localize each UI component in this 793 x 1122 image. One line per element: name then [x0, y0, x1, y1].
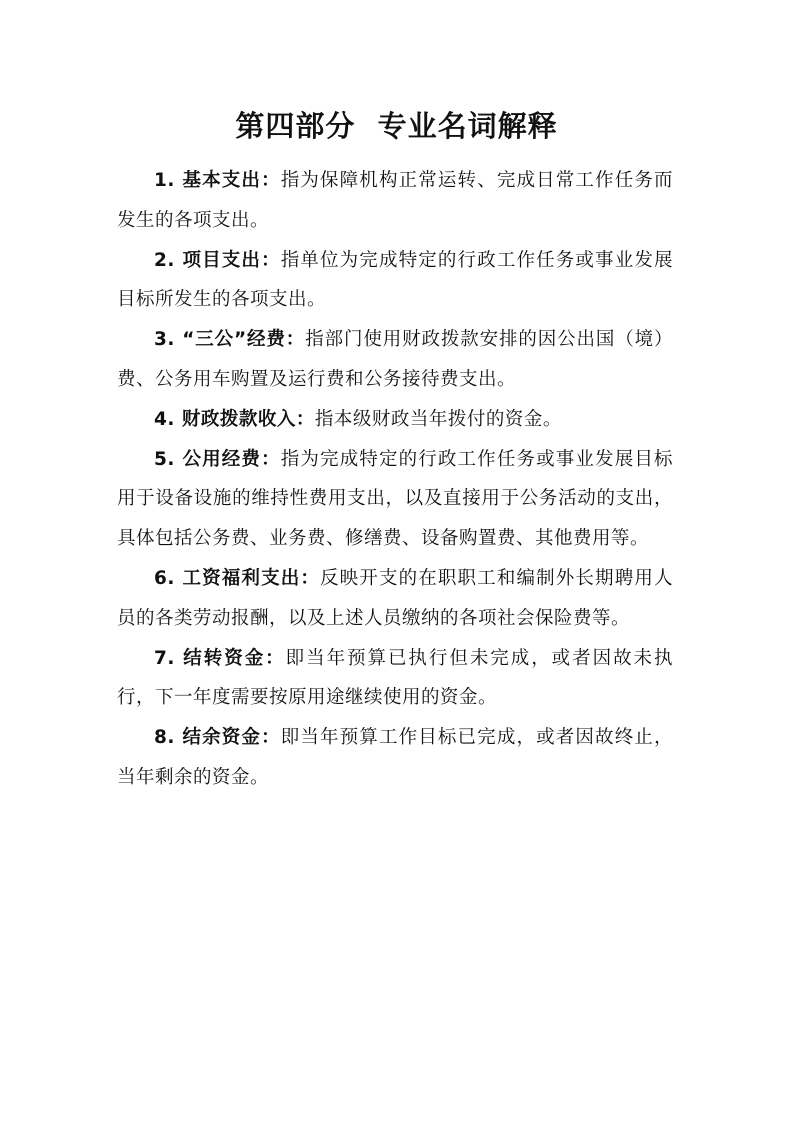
page-title: 第四部分 专业名词解释 — [235, 109, 558, 143]
definition-term: 2. 项目支出： — [154, 249, 281, 271]
definition-text: 指单位为完成特定的行政工作任务或事业发展目标所发生的各项支出。 — [117, 249, 673, 311]
definition-item — [117, 639, 673, 719]
definition-term: 8. 结余资金： — [154, 727, 281, 749]
definition-term: 1. 基本支出： — [154, 170, 281, 191]
definition-item — [117, 400, 673, 440]
definition-term: 4. 财政拨款收入： — [154, 408, 315, 430]
definition-text: 指部门使用财政拨款安排的因公出国（境）费、公务用车购置及运行费和公务接待费支出。 — [117, 329, 673, 390]
definition-text: 反映开支的在职职工和编制外长期聘用人员的各类劳动报酬，以及上述人员缴纳的各项社会保险费等。 — [117, 567, 673, 629]
definitions-list — [117, 161, 673, 798]
definition-text: 指为完成特定的行政工作任务或事业发展目标用于设备设施的维持性费用支出，以及直接用于公务活动的支出，具体包括公务费、业务费、修缮费、设备购置费、其他费用等。 — [117, 448, 673, 550]
definition-item — [117, 320, 673, 400]
definition-term: 5. 公用经费： — [154, 448, 281, 470]
definition-text: 即当年预算工作目标已完成，或者因故终止，当年剩余的资金。 — [117, 727, 673, 788]
definition-term: 7. 结转资金： — [154, 647, 286, 669]
definition-item — [117, 241, 673, 321]
definition-item — [117, 559, 673, 639]
definition-term: 6. 工资福利支出： — [154, 567, 321, 589]
definition-text: 即当年预算已执行但未完成，或者因故未执行，下一年度需要按原用途继续使用的资金。 — [117, 647, 673, 709]
definition-item — [117, 161, 673, 241]
definition-term: 3. “三公”经费： — [154, 329, 306, 351]
definition-text: 指为保障机构正常运转、完成日常工作任务而发生的各项支出。 — [117, 170, 673, 231]
definition-item — [117, 440, 673, 559]
definition-item — [117, 718, 673, 798]
definition-text: 指本级财政当年拨付的资金。 — [314, 408, 562, 430]
